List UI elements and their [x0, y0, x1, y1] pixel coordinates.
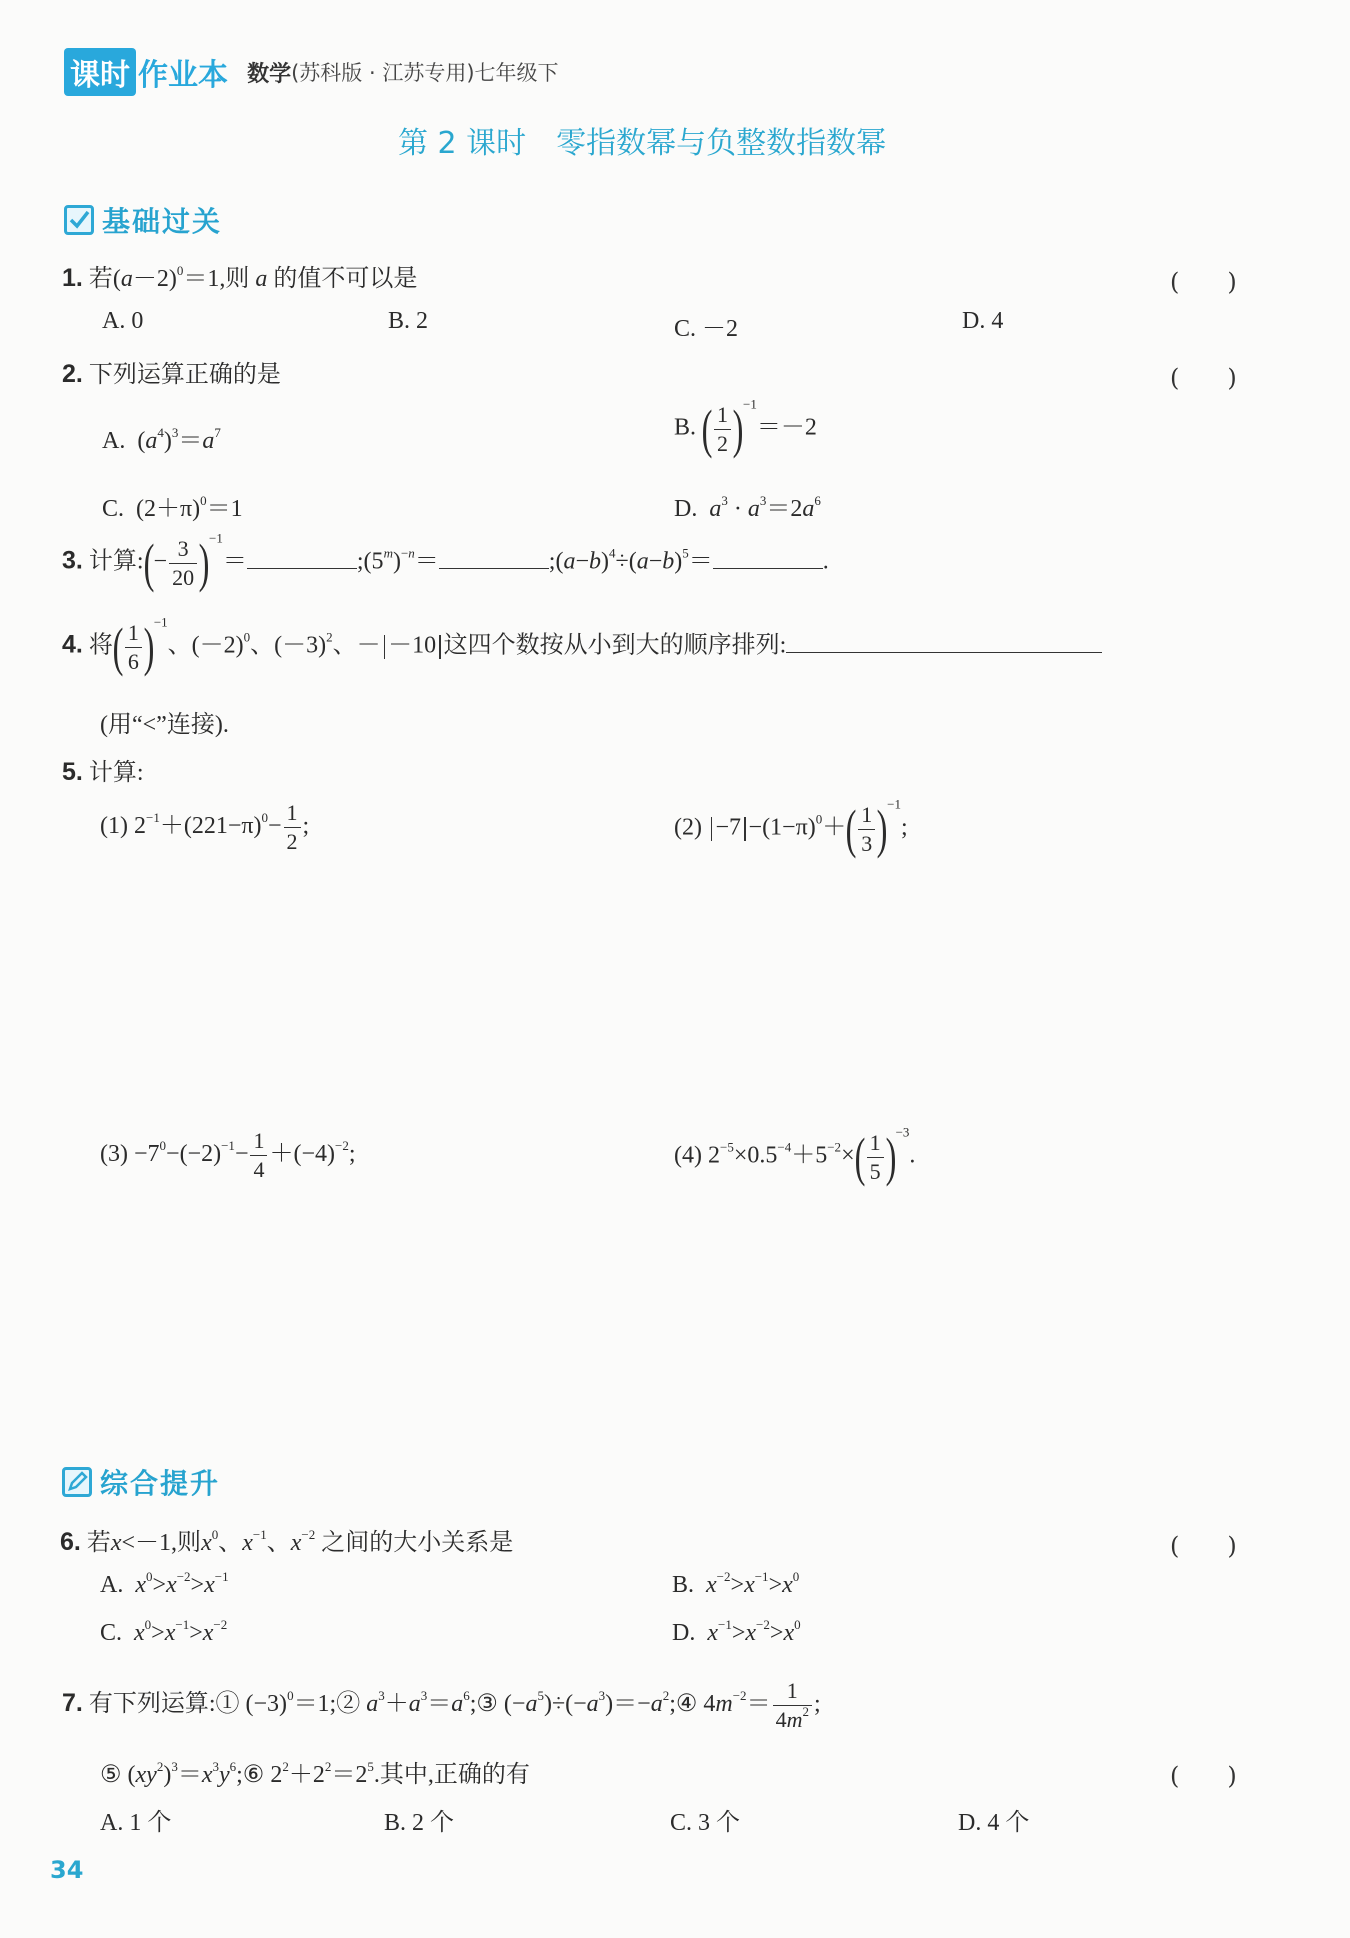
- question-7-answer-paren[interactable]: ( ): [1170, 1762, 1237, 1790]
- q7-option-a[interactable]: A. 1 个: [100, 1810, 172, 1836]
- q6-option-c[interactable]: C. $x^0>x^{-1}>x^{-2}$: [100, 1617, 228, 1646]
- q6-option-b[interactable]: B. $x^{-2}>x^{-1}>x^0$: [672, 1569, 800, 1598]
- question-6-answer-paren[interactable]: ( ): [1170, 1532, 1237, 1560]
- q1-option-c[interactable]: C. －2: [674, 316, 739, 342]
- q7-option-c[interactable]: C. 3 个: [670, 1810, 741, 1836]
- q6-option-a[interactable]: A. $x^0>x^{-2}>x^{-1}$: [100, 1569, 229, 1598]
- lesson-title: 第 2 课时 零指数幂与负整数指数幂: [398, 126, 887, 161]
- q2-option-c[interactable]: C. $(2+\pi)^0=1$: [102, 493, 243, 522]
- question-2-stem: 2. 下列运算正确的是: [62, 360, 281, 388]
- q1-option-d[interactable]: D. 4: [962, 308, 1004, 334]
- q5-part-3: $(3) -7^0-(-2)^{-1}-$ $\frac{1}{4}$ $+(-4)^{-2}$;: [100, 1128, 356, 1182]
- question-6-stem: 6. 若x<－1,则$x^0$、$x^{-1}$、$x^{-2}$ 之间的大小关系是: [60, 1527, 514, 1556]
- section-basic-heading: [64, 200, 222, 240]
- question-7-line-2: ⑤ $(xy^2)^3=x^3y^6;⑥$ $2^2+2^2=2^5$.其中,正确的有: [100, 1759, 530, 1788]
- section-advanced-title: 综合提升: [100, 1467, 221, 1500]
- q4-note: (用“<”连接).: [100, 712, 229, 738]
- q3-blank-3[interactable]: [713, 548, 823, 569]
- q2-option-b[interactable]: B. ( $\frac{1}{2}$ )$^{-1}$＝－2: [674, 396, 817, 459]
- question-1-stem: 1. 若$(a-2)^0=1$,则 a 的值不可以是: [62, 263, 418, 292]
- q2-option-a[interactable]: A. $(a^4)^3=a^7$: [102, 425, 221, 454]
- edition-label: (苏科版 · 江苏专用)七年级下: [291, 61, 559, 85]
- question-3: 3. 计算:(− $\frac{3}{20}$ )$^{-1}= ;(5^m)^{-n}=$ $;(a-b)^4\div(a-b)^5=$ .: [62, 530, 829, 593]
- q7-option-d[interactable]: D. 4 个: [958, 1810, 1030, 1836]
- book-header: [64, 48, 559, 96]
- q2-option-d[interactable]: D. $a^3 \cdot a^3=2a^6$: [674, 493, 821, 522]
- question-1-answer-paren[interactable]: ( ): [1170, 268, 1237, 296]
- q5-part-4: (4) $2^{-5}\times 0.5^{-4}+5^{-2}\times$( $\frac{1}{5}$ )$^{-3}$.: [674, 1124, 916, 1187]
- q5-part-1: (1) $2^{-1}+(221-\pi)^0-$ $\frac{1}{2}$ ;: [100, 800, 310, 854]
- section-basic-title: 基础过关: [102, 205, 223, 238]
- question-4: 4. 将( $\frac{1}{6}$ )$^{-1}$、$(-2)^0$、$(-3)^2$、－ －10 这四个数按从小到大的顺序排列:: [62, 620, 1102, 674]
- q1-option-a[interactable]: A. 0: [102, 308, 144, 334]
- page-number: 34: [50, 1856, 84, 1884]
- q6-option-d[interactable]: D. $x^{-1}>x^{-2}>x^0$: [672, 1617, 801, 1646]
- q7-option-b[interactable]: B. 2 个: [384, 1810, 455, 1836]
- question-7-stem: 7. 有下列运算:① $(-3)^0=1;②$ $a^3+a^3=a^6;③$ $(-a^5)\div(-a^3)=-a^2;④$ $4m^{-2}=$ $\frac{1}{4m^2}$ ;: [62, 1678, 821, 1732]
- q3-blank-1[interactable]: [247, 548, 357, 569]
- q1-option-b[interactable]: B. 2: [388, 308, 429, 334]
- checkbox-icon: [64, 205, 94, 235]
- q5-part-2: $(2) -7 -(1-\pi)^0+$( $\frac{1}{3}$ )$^{-1}$;: [674, 796, 908, 859]
- q4-answer-blank[interactable]: [786, 632, 1102, 653]
- question-5-stem: 5. 计算:: [62, 758, 144, 786]
- subject-label: 数学: [247, 61, 292, 87]
- q3-blank-2[interactable]: [439, 548, 549, 569]
- brand-logo: 课时: [64, 48, 136, 96]
- question-2-answer-paren[interactable]: ( ): [1170, 364, 1237, 392]
- pencil-icon: [62, 1467, 92, 1497]
- section-advanced-heading: [62, 1462, 220, 1502]
- brand-logo-text: 作业本: [138, 58, 228, 93]
